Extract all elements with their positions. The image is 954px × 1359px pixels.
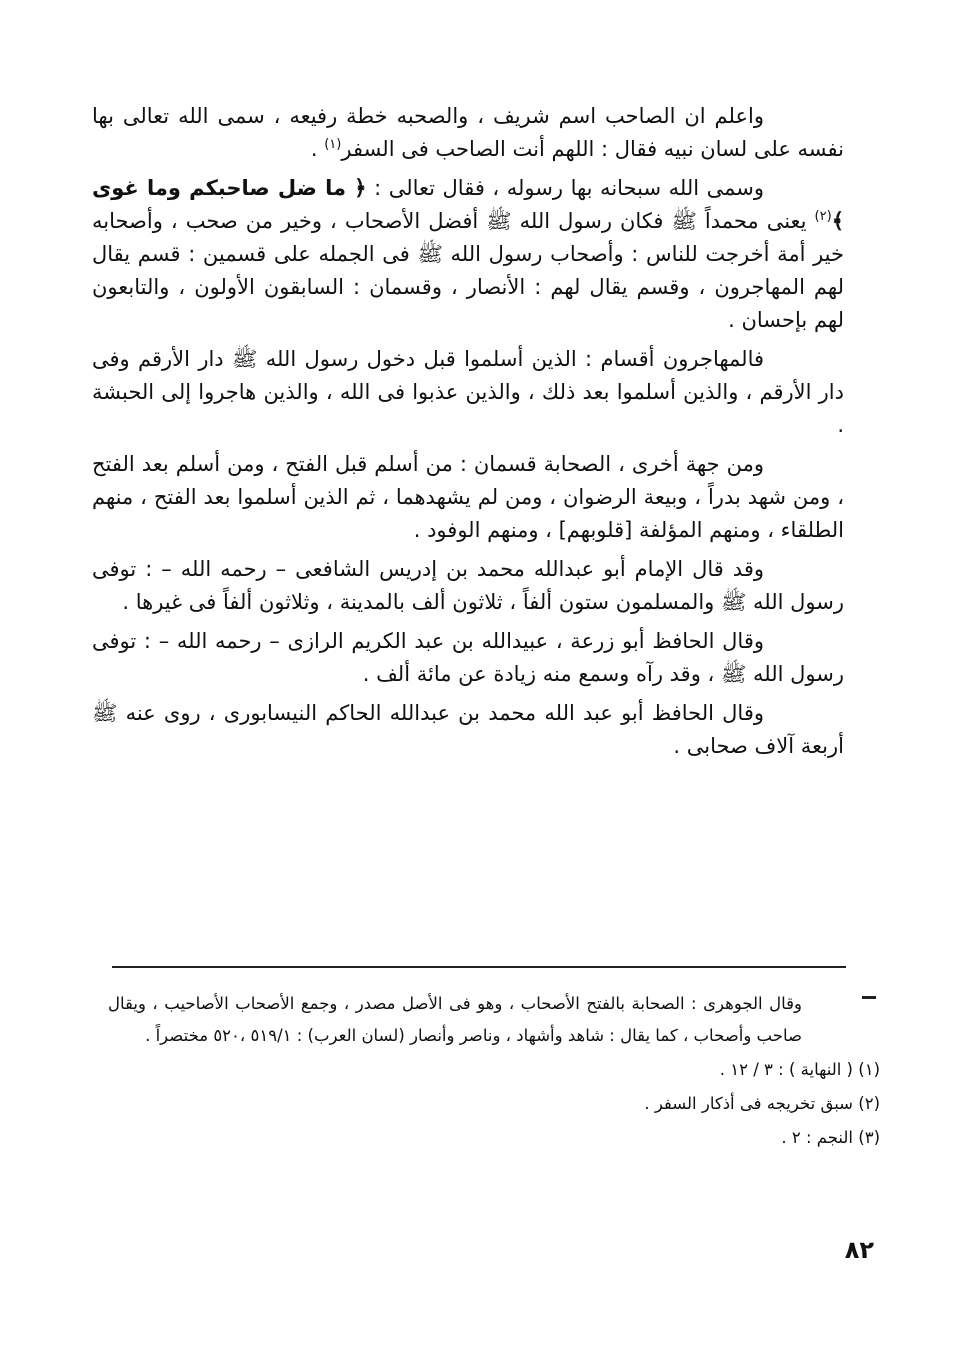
- paragraph-1-text: واعلم ان الصاحب اسم شريف ، والصحبه خطة رفيعه ، سمى الله تعالى بها نفسه على لسان نبيه فقال : اللهم أنت الصاحب فى السفر: [92, 104, 844, 161]
- paragraph-5: وقد قال الإمام أبو عبدالله محمد بن إدريس الشافعى – رحمه الله – : توفى رسول الله ﷺ والمسلمون ستون ألفاً ، ثلاثون ألف بالمدينة ، وثلاثون ألفاً فى غيرها .: [92, 557, 844, 614]
- paragraph-1: [92, 100, 844, 166]
- paragraph-1-end: .: [310, 137, 325, 161]
- paragraph-2: [92, 172, 844, 337]
- quran-quote: ﴿ ما ضل صاحبكم وما غوى ﴾: [92, 176, 844, 233]
- main-text-body: [92, 100, 844, 769]
- paragraph-2-rest: يعنى محمداً ﷺ فكان رسول الله ﷺ أفضل الأصحاب ، وخير من صحب ، وأصحابه خير أمة أخرجت للناس : وأصحاب رسول الله ﷺ فى الجمله على قسمين : قسم يقال لهم المهاجرون ، وقسم يقال لهم : الأنصار ، وقسمان : السابقون الأولون ، والتابعون لهم بإحسان .: [92, 209, 844, 332]
- page-number: ٨٢: [844, 1236, 874, 1264]
- footnote-3: (٣) النجم : ٢ .: [781, 1128, 880, 1147]
- footnotes: [108, 988, 880, 1154]
- paragraph-3: فالمهاجرون أقسام : الذين أسلموا قبل دخول رسول الله ﷺ دار الأرقم وفى دار الأرقم ، والذين أسلموا بعد ذلك ، والذين عذبوا فى الله ، والذين هاجروا إلى الحبشة .: [92, 347, 844, 437]
- footnote-2: (٢) سبق تخريجه فى أذكار السفر .: [644, 1094, 880, 1113]
- paragraph-6: وقال الحافظ أبو زرعة ، عبيدالله بن عبد الكريم الرازى – رحمه الله – : توفى رسول الله ﷺ ، وقد رآه وسمع منه زيادة عن مائة ألف .: [92, 629, 844, 686]
- paragraph-7: وقال الحافظ أبو عبد الله محمد بن عبدالله الحاكم النيسابورى ، روى عنه ﷺ أربعة آلاف صحابى .: [92, 701, 844, 758]
- footnote-1: (١) ( النهاية ) : ٣ / ١٢ .: [719, 1060, 880, 1079]
- footnote-continuation: وقال الجوهرى : الصحابة بالفتح الأصحاب ، وهو فى الأصل مصدر ، وجمع الأصحاب الأصاحيب ، ويقال صاحب وأصحاب ، كما يقال : شاهد وأشهاد ، وناصر وأنصار (لسان العرب) : ٥١٩/١ ،٥٢٠ مختصراً .: [108, 994, 802, 1045]
- footnote-ref-2: (٢): [814, 209, 832, 224]
- paragraph-4: ومن جهة أخرى ، الصحابة قسمان : من أسلم قبل الفتح ، ومن أسلم بعد الفتح ، ومن شهد بدراً ، وبيعة الرضوان ، ومن لم يشهدهما ، ثم الذين أسلموا بعد الفتح ، منهم الطلقاء ، ومنهم المؤلفة [قلوبهم] ، ومنهم الوفود .: [92, 452, 844, 542]
- footnote-ref-1: (١): [324, 137, 342, 152]
- footnote-separator: [112, 966, 846, 968]
- paragraph-2-text: وسمى الله سبحانه بها رسوله ، فقال تعالى :: [366, 176, 765, 200]
